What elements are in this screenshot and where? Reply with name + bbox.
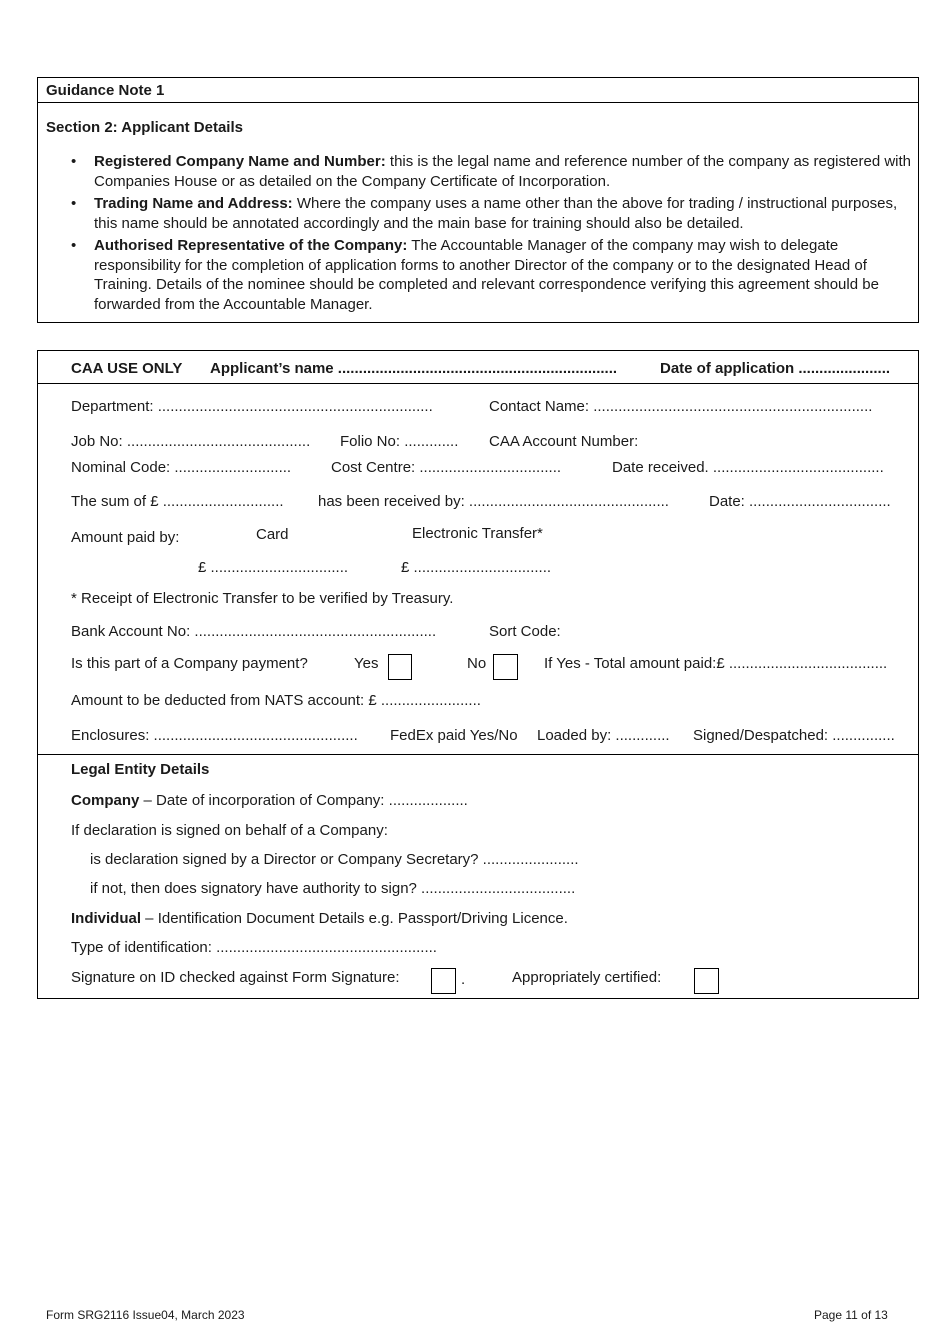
bullet-text: The Accountable Manager of the company may wish to delegate responsibility for the completion of application forms to another Director of the company or to the designated Head of Training. Details of the nominee should be completed and relevant correspondence verifying this agreement should be forwarded from the Accountable Manager. [94,237,879,313]
footer-form-id: Form SRG2116 Issue04, March 2023 [46,1308,245,1322]
cost-centre-field[interactable]: Cost Centre: .................................. [331,459,562,476]
received-by-field[interactable]: has been received by: ................................................ [318,493,669,510]
bullet-term: Registered Company Name and Number: [94,153,386,170]
caa-header-divider [37,383,918,384]
individual-term: Individual [71,910,142,927]
authority-field[interactable]: if not, then does signatory have authority to sign? ..................................... [90,880,576,897]
signature-checked-checkbox[interactable] [431,968,456,994]
total-amount-field[interactable]: If Yes - Total amount paid:£ ...................................... [544,655,888,672]
card-amount-field[interactable]: £ ................................. [198,559,349,576]
bullet-term: Trading Name and Address: [94,195,293,212]
individual-line [71,911,568,926]
bullet-icon: • [71,237,77,254]
signed-despatched-field[interactable]: Signed/Despatched: ............... [693,727,895,744]
guidance-note-box [37,77,919,323]
date-field[interactable]: Date: .................................. [709,493,891,510]
company-payment-question: Is this part of a Company payment? [71,655,308,672]
receipt-note: * Receipt of Electronic Transfer to be verified by Treasury. [71,590,454,607]
type-of-identification-field[interactable]: Type of identification: ..................................................... [71,939,437,956]
section-title: Section 2: Applicant Details [46,119,243,136]
caa-use-only-label: CAA USE ONLY [71,360,183,377]
folio-no-field[interactable]: Folio No: ............. [340,433,459,450]
yes-label: Yes [354,655,379,672]
bullet-text: this is the legal name and reference number of the company as registered with Companies House or as detailed on the Company Certificate of Incorporation. [94,153,912,190]
bank-account-field[interactable]: Bank Account No: .......................................................... [71,623,437,640]
guidance-bullet [38,194,916,233]
legal-entity-title: Legal Entity Details [71,761,210,778]
no-label: No [467,655,487,672]
guidance-bullet [38,236,916,314]
bullet-text: Where the company uses a name other than the above for trading / instructional purposes, this name should be annotated accordingly and the main base for training should also be detailed. [94,195,898,232]
electronic-transfer-amount-field[interactable]: £ ................................. [401,559,552,576]
guidance-bullet [38,152,916,191]
appropriately-certified-label: Appropriately certified: [512,969,662,986]
electronic-transfer-label: Electronic Transfer* [412,525,543,542]
company-term: Company [71,792,140,809]
nats-deduction-field[interactable]: Amount to be deducted from NATS account: £ ........................ [71,692,481,709]
card-label: Card [256,526,289,543]
date-received-field[interactable]: Date received. ......................................... [612,459,884,476]
yes-checkbox[interactable] [388,654,412,680]
bullet-term: Authorised Representative of the Company: [94,237,408,254]
signature-checked-label: Signature on ID checked against Form Signature: [71,969,400,986]
guidance-list [38,152,916,317]
director-signed-field[interactable]: is declaration signed by a Director or Company Secretary? ....................... [90,851,579,868]
guidance-title: Guidance Note 1 [46,82,165,99]
department-field[interactable]: Department: .................................................................. [71,398,433,415]
job-no-field[interactable]: Job No: ............................................ [71,433,311,450]
company-incorporation-text: – Date of incorporation of Company: ................... [139,792,468,809]
company-incorporation-field[interactable] [71,793,468,808]
loaded-by-field[interactable]: Loaded by: ............. [537,727,670,744]
caa-account-number-field[interactable]: CAA Account Number: [489,433,639,450]
footer-page-number: Page 11 of 13 [814,1308,888,1322]
individual-text: – Identification Document Details e.g. Passport/Driving Licence. [141,910,568,927]
applicant-name-field[interactable]: Applicant’s name ................................................................... [210,360,618,377]
nominal-code-field[interactable]: Nominal Code: ............................ [71,459,292,476]
bullet-icon: • [71,153,77,170]
enclosures-field[interactable]: Enclosures: ................................................. [71,727,358,744]
bullet-icon: • [71,195,77,212]
guidance-header [38,78,918,103]
contact-name-field[interactable]: Contact Name: ................................................................... [489,398,873,415]
on-behalf-label: If declaration is signed on behalf of a Company: [71,822,388,839]
fedex-paid-field[interactable]: FedEx paid Yes/No [390,727,518,744]
dot-mark: . [461,971,466,988]
sort-code-field[interactable]: Sort Code: [489,623,561,640]
no-checkbox[interactable] [493,654,518,680]
sum-field[interactable]: The sum of £ ............................. [71,493,284,510]
legal-section-divider [37,754,918,755]
date-of-application-field[interactable]: Date of application ...................... [660,360,891,377]
amount-paid-by-label: Amount paid by: [71,529,180,546]
appropriately-certified-checkbox[interactable] [694,968,719,994]
